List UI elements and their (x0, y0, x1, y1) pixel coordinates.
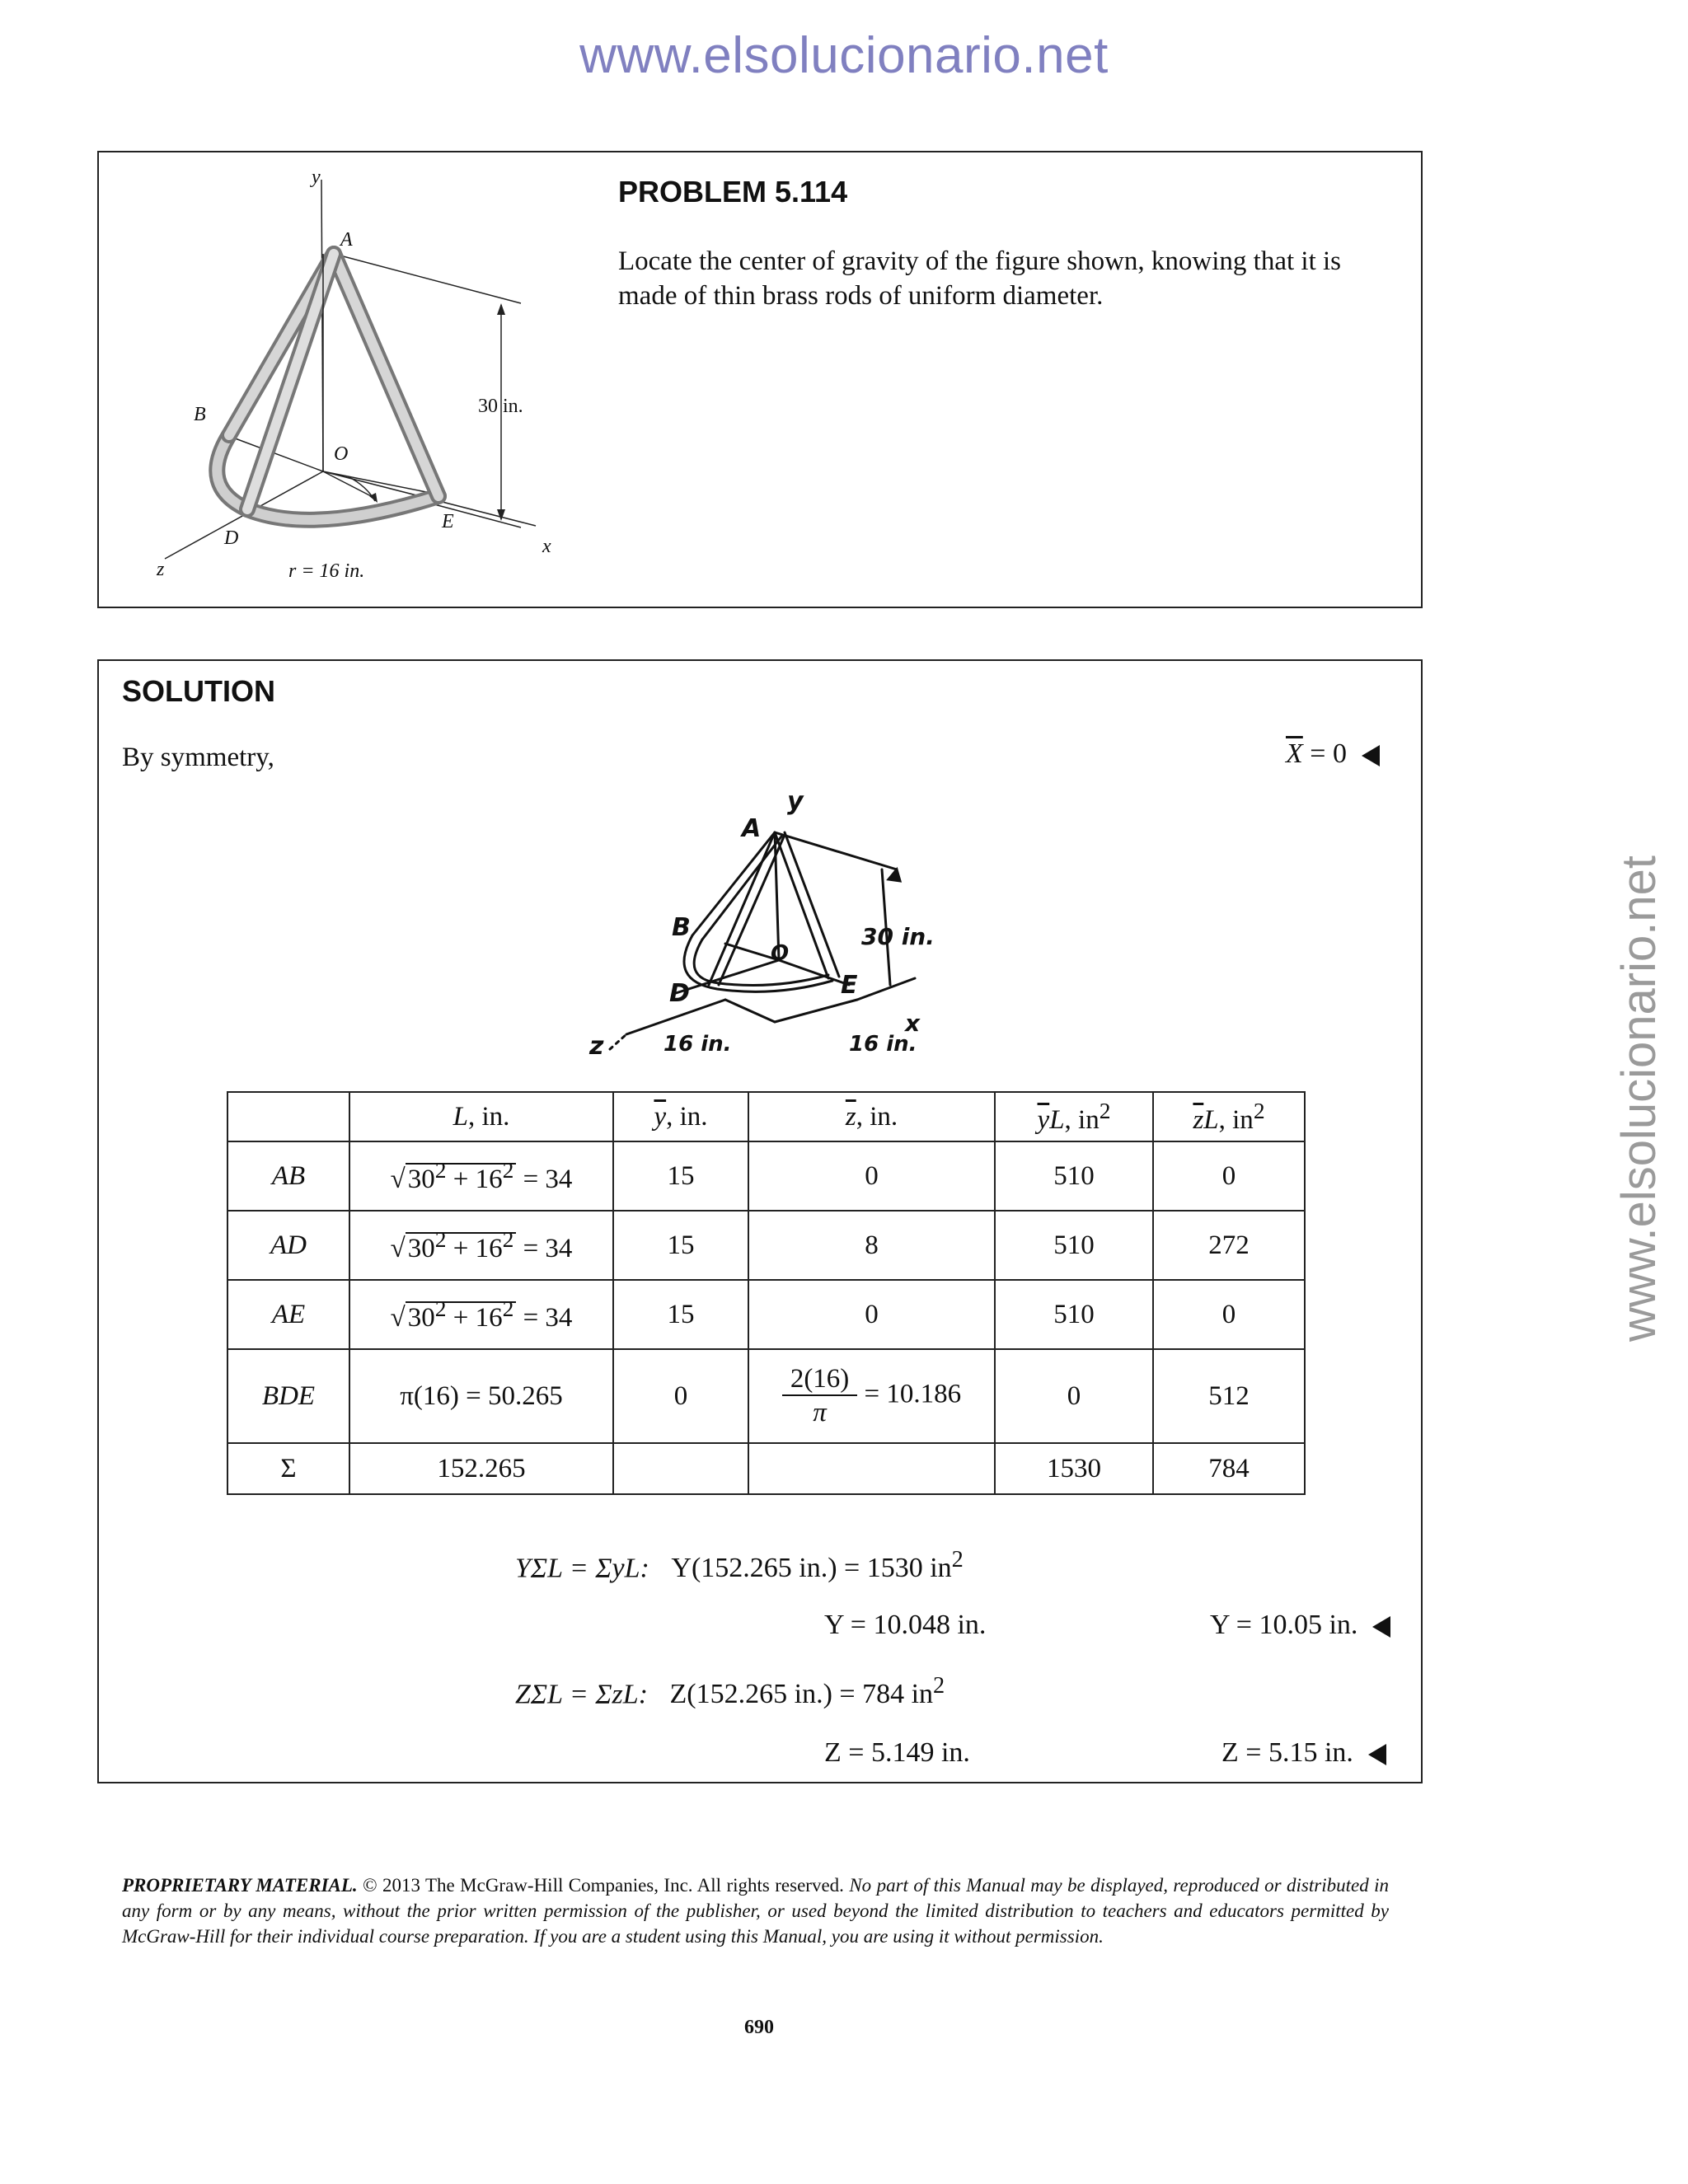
row-label: AD (227, 1211, 349, 1280)
table-row (227, 1141, 1305, 1211)
row-zl: 0 (1153, 1280, 1305, 1349)
answer-marker-icon (1362, 745, 1380, 766)
problem-figure (132, 165, 593, 593)
row-length: 152.265 (349, 1443, 613, 1494)
sketch-label-o: O (771, 941, 790, 966)
row-label: BDE (227, 1349, 349, 1443)
page-number: 690 (744, 2017, 774, 2038)
table-header-row (227, 1092, 1305, 1141)
row-label: Σ (227, 1443, 349, 1494)
table-row (227, 1211, 1305, 1280)
sketch-label-b: B (672, 913, 691, 942)
row-zl: 512 (1153, 1349, 1305, 1443)
table-row-bde (227, 1349, 1305, 1443)
centroid-table (227, 1091, 1306, 1495)
row-length: $√30^2 + 16^2 = 34$ (349, 1280, 613, 1349)
table-row (227, 1280, 1305, 1349)
row-z: 0 (748, 1280, 995, 1349)
header-cell-l: L, in. (349, 1092, 613, 1141)
row-yl: 510 (995, 1211, 1153, 1280)
symmetry-text: By symmetry, (122, 743, 274, 772)
row-length: $√30^2 + 16^2 = 34$ (349, 1141, 613, 1211)
row-yl: 510 (995, 1280, 1153, 1349)
fig-radius-label: r = 16 in. (288, 560, 365, 582)
sketch-left-dim: 16 in. (663, 1032, 732, 1057)
row-y: 15 (613, 1211, 748, 1280)
row-y: 15 (613, 1280, 748, 1349)
header-cell-yl: $\overline{y}L$, $in^2$ (995, 1092, 1153, 1141)
watermark-top: www.elsolucionario.net (579, 27, 1109, 84)
y-calc: Y = 10.048 in. (824, 1610, 987, 1640)
header-cell-empty (227, 1092, 349, 1141)
header-cell-y: $\overline{y}$, in. (613, 1092, 748, 1141)
header-cell-z: $\overline{z}$, in. (748, 1092, 995, 1141)
y-final: Y = 10.05 in. (1210, 1610, 1390, 1641)
fig-label-a: A (340, 229, 353, 251)
header-cell-zl: $\overline{z}L$, $in^2$ (1153, 1092, 1305, 1141)
z-fraction: $\frac{2(16)}{\pi}$ (782, 1364, 857, 1428)
z-final: Z = 5.15 in. (1221, 1737, 1386, 1769)
row-zl: 784 (1153, 1443, 1305, 1494)
row-length: $√30^2 + 16^2 = 34$ (349, 1211, 613, 1280)
watermark-side: www.elsolucionario.net (1612, 855, 1666, 1342)
fig-label-b: B (194, 404, 206, 425)
footer-copyright: PROPRIETARY MATERIAL. © 2013 The McGraw-Hill Companies, Inc. All rights reserved. No part of this Manual may be displayed, reproduced or distributed in any form or by any means, without the prior written permission of the publisher, or used beyond the limited distribution to teachers and educators permitted by McGraw-Hill for their individual course preparation. If you are a student using this Manual, you are using it without permission. (122, 1875, 1389, 1947)
row-y (613, 1443, 748, 1494)
answer-marker-icon (1368, 1744, 1386, 1765)
fig-label-z: z (157, 559, 165, 580)
sketch-label-a: A (742, 814, 762, 843)
row-label: AB (227, 1141, 349, 1211)
problem-text: Locate the center of gravity of the figure shown, knowing that it is made of thin brass rods of uniform diameter. (618, 246, 1341, 311)
row-z: 0 (748, 1141, 995, 1211)
sketch-label-z: z (589, 1032, 604, 1061)
z-calc: Z = 5.149 in. (824, 1737, 970, 1768)
row-length: π(16) = 50.265 (349, 1349, 613, 1443)
z-equation: ZΣL = ΣzL: Z(152.265 in.) = 784 $in^2$ (515, 1673, 945, 1710)
sketch-label-e: E (841, 971, 858, 1000)
fig-label-y: y (312, 166, 321, 188)
row-y: 15 (613, 1141, 748, 1211)
table-row-sum (227, 1443, 1305, 1494)
x-result: $\overline{X} = 0$ (1286, 738, 1380, 770)
row-zl: 0 (1153, 1141, 1305, 1211)
sketch-label-x: x (905, 1010, 921, 1037)
row-y: 0 (613, 1349, 748, 1443)
fig-label-x: x (542, 536, 551, 557)
fig-label-o: O (334, 443, 349, 465)
answer-marker-icon (1372, 1616, 1390, 1638)
sketch-label-d: D (669, 979, 690, 1008)
row-z (748, 1443, 995, 1494)
row-yl: 510 (995, 1141, 1153, 1211)
problem-title: PROBLEM 5.114 (618, 175, 848, 209)
row-z: 8 (748, 1211, 995, 1280)
sketch-height-label: 30 in. (861, 923, 935, 950)
fig-label-d: D (224, 527, 239, 549)
solution-title: SOLUTION (122, 674, 275, 708)
row-yl: 0 (995, 1349, 1153, 1443)
row-z: $\frac{2(16)}{\pi}$ = 10.186 (748, 1349, 995, 1443)
row-label: AE (227, 1280, 349, 1349)
fig-height-label: 30 in. (478, 396, 523, 417)
y-equation: YΣL = ΣyL: Y(152.265 in.) = 1530 $in^2$ (515, 1547, 964, 1584)
row-yl: 1530 (995, 1443, 1153, 1494)
fig-label-e: E (442, 511, 454, 532)
row-zl: 272 (1153, 1211, 1305, 1280)
sketch-label-y: y (787, 787, 804, 816)
sketch-right-dim: 16 in. (849, 1032, 917, 1057)
